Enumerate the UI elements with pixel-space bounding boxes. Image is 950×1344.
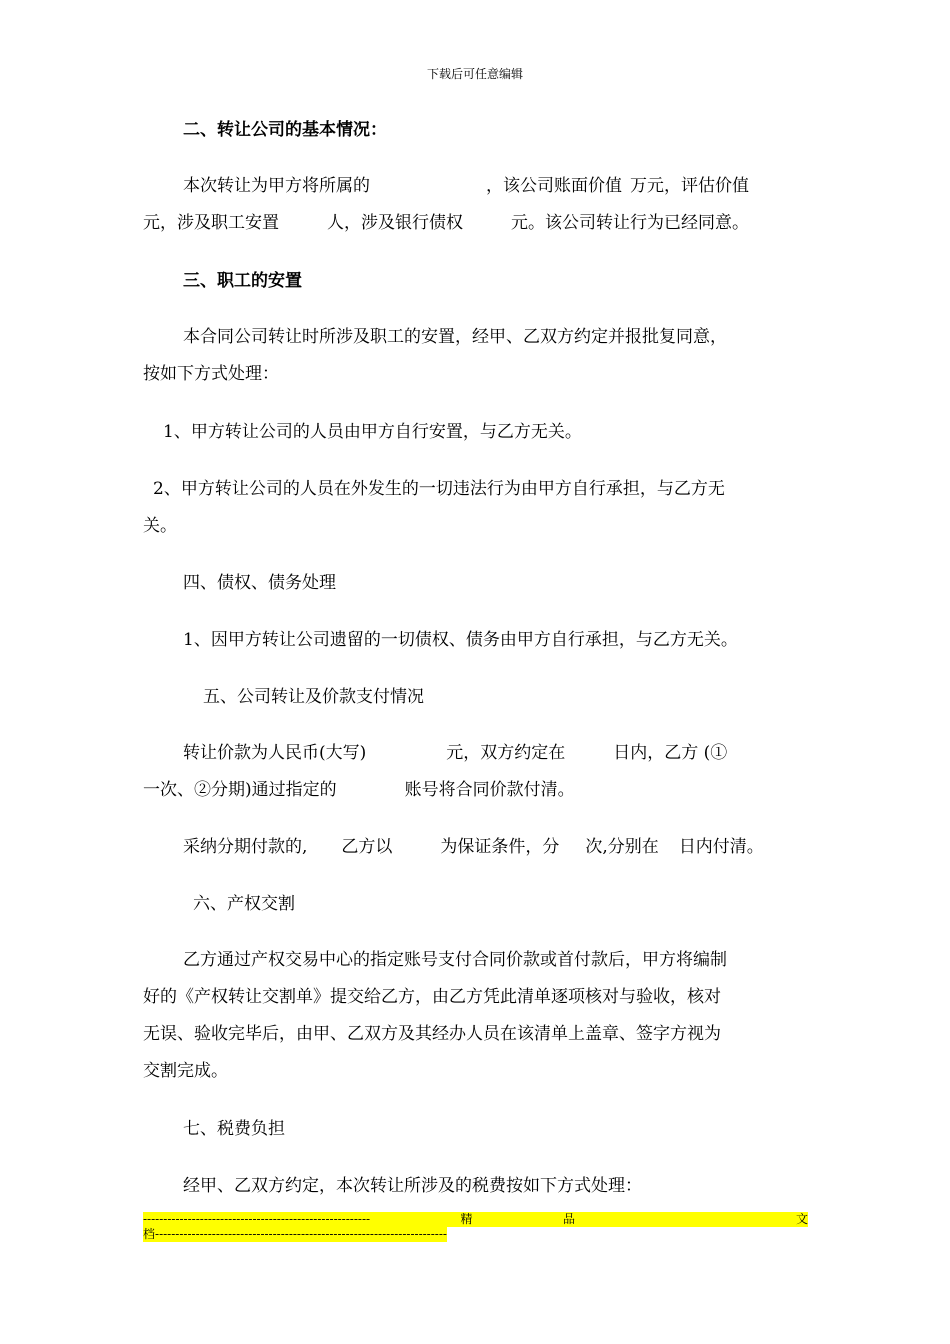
section-3-heading: 三、职工的安置 <box>183 271 302 291</box>
footer-dashes: -------------------------------------------------------- <box>143 1212 371 1226</box>
section-7-heading: 七、税费负担 <box>183 1119 285 1139</box>
section-6-heading: 六、产权交割 <box>193 894 295 914</box>
paragraph-line: 本合同公司转让时所涉及职工的安置，经甲、乙双方约定并报批复同意， <box>183 327 727 347</box>
list-item: 1、因甲方转让公司遗留的一切债权、债务由甲方自行承担，与乙方无关。 <box>183 630 738 650</box>
section-5-heading: 五、公司转让及价款支付情况 <box>203 687 424 707</box>
list-item: 2、甲方转让公司的人员在外发生的一切违法行为由甲方自行承担，与乙方无 <box>153 479 725 499</box>
list-item-continuation: 关。 <box>143 516 177 536</box>
paragraph-line: 无误、验收完毕后，由甲、乙双方及其经办人员在该清单上盖章、签字方视为 <box>143 1024 721 1044</box>
text-run: ，该公司账面价值 <box>486 176 622 196</box>
section-2-heading: 二、转让公司的基本情况： <box>183 120 387 140</box>
footer-dashes: ------------------------------------------------------------------------ <box>155 1227 447 1241</box>
text-run: 日内付清。 <box>678 837 764 857</box>
footer-char: 档 <box>143 1227 156 1241</box>
text-run: 人，涉及银行债权 <box>327 213 463 233</box>
paragraph-line <box>183 742 727 764</box>
text-run: 次,分别在 <box>585 837 659 857</box>
footer-char: 品 <box>563 1212 576 1226</box>
text-run: 一次、②分期)通过指定的 <box>143 780 337 800</box>
text-run: 元。该公司转让行为已经同意。 <box>511 213 749 233</box>
paragraph-line: 乙方通过产权交易中心的指定账号支付合同价款或首付款后，甲方将编制 <box>183 950 727 970</box>
paragraph-line <box>183 836 764 858</box>
text-run: 万元，评估价值 <box>630 176 749 196</box>
footer-line-2 <box>143 1227 447 1242</box>
text-run: 乙方以 <box>341 837 393 857</box>
text-run: 为保证条件，分 <box>440 837 560 857</box>
paragraph-line: 经甲、乙双方约定，本次转让所涉及的税费按如下方式处理： <box>183 1176 642 1196</box>
footer-char: 文 <box>795 1212 808 1226</box>
footer-char: 精 <box>460 1212 473 1226</box>
paragraph-line <box>143 779 575 801</box>
paragraph-line: 好的《产权转让交割单》提交给乙方，由乙方凭此清单逐项核对与验收，核对 <box>143 987 721 1007</box>
paragraph-line <box>143 212 749 234</box>
page-header: 下载后可任意编辑 <box>426 67 523 81</box>
text-run: 元，涉及职工安置 <box>143 213 279 233</box>
text-run: 账号将合同价款付清。 <box>404 780 575 800</box>
watermark-footer <box>143 1212 808 1246</box>
list-item: 1、甲方转让公司的人员由甲方自行安置，与乙方无关。 <box>163 422 582 442</box>
paragraph-line: 按如下方式处理： <box>143 364 279 384</box>
section-4-heading: 四、债权、债务处理 <box>183 573 336 593</box>
paragraph-line: 交割完成。 <box>143 1061 228 1081</box>
text-run: 采纳分期付款的, <box>183 837 308 857</box>
paragraph-line <box>183 175 749 197</box>
text-run: 元，双方约定在 <box>446 743 566 763</box>
text-run: 日内，乙方 (① <box>613 743 728 763</box>
footer-line-1 <box>143 1212 808 1227</box>
text-run: 转让价款为人民币(大写) <box>183 743 367 763</box>
text-run: 本次转让为甲方将所属的 <box>183 176 370 196</box>
